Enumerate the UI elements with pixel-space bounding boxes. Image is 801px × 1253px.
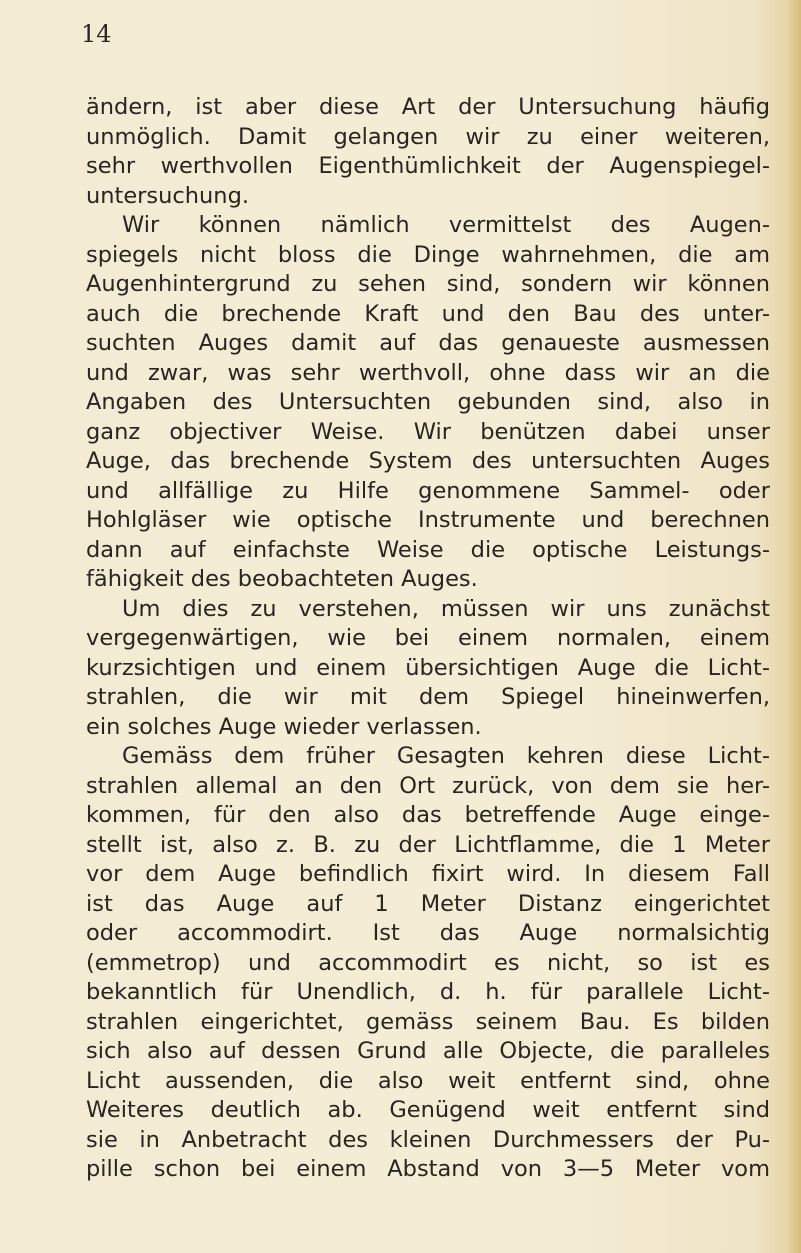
text-line: oder accommodirt. Ist das Auge normalsichtig: [86, 920, 770, 946]
text-line: Wir können nämlich vermittelst des Augen-: [122, 212, 770, 238]
text-line: vergegenwärtigen, wie bei einem normalen, einem: [86, 625, 770, 651]
text-line: Angaben des Untersuchten gebunden sind, also in: [86, 389, 770, 415]
text-line: strahlen allemal an den Ort zurück, von dem sie her-: [86, 772, 770, 799]
text-line: Weiteres deutlich ab. Genügend weit entfernt sind: [86, 1097, 770, 1123]
text-line: Hohlgläser wie optische Instrumente und berechnen: [86, 507, 770, 533]
text-line: fähigkeit des beobachteten Auges.: [86, 566, 478, 592]
text-line: ein solches Auge wieder verlassen.: [86, 713, 482, 740]
text-line: sich also auf dessen Grund alle Objecte, die paralleles: [86, 1038, 770, 1064]
text-line: pille schon bei einem Abstand von 3—5 Meter vom: [86, 1156, 770, 1182]
text-line: Licht aussenden, die also weit entfernt sind, ohne: [86, 1067, 770, 1094]
text-line: Auge, das brechende System des untersuchten Auges: [86, 448, 770, 474]
text-line: suchten Auges damit auf das genaueste ausmessen: [86, 330, 770, 356]
text-line: sie in Anbetracht des kleinen Durchmessers der Pu-: [86, 1126, 770, 1153]
text-line: auch die brechende Kraft und den Bau des unter-: [86, 300, 770, 327]
text-line: vor dem Auge befindlich fixirt wird. In diesem Fall: [86, 861, 770, 887]
body-text: [86, 93, 770, 1185]
page-number: 14: [81, 20, 112, 48]
text-line: spiegels nicht bloss die Dinge wahrnehmen, die am: [86, 241, 770, 268]
text-line: ist das Auge auf 1 Meter Distanz eingerichtet: [86, 890, 770, 917]
text-line: dann auf einfachste Weise die optische Leistungs-: [86, 536, 770, 563]
text-line: kurzsichtigen und einem übersichtigen Auge die Licht-: [86, 654, 770, 681]
text-line: und allfällige zu Hilfe genommene Sammel- oder: [86, 477, 770, 504]
text-line: untersuchung.: [86, 182, 250, 209]
text-line: ändern, ist aber diese Art der Untersuchung häufig: [86, 94, 770, 120]
text-line: sehr werthvollen Eigenthümlichkeit der Augenspiegel-: [86, 153, 770, 179]
text-line: unmöglich. Damit gelangen wir zu einer weiteren,: [86, 123, 770, 150]
text-line: strahlen, die wir mit dem Spiegel hineinwerfen,: [86, 684, 770, 710]
text-line: stellt ist, also z. B. zu der Lichtflamme, die 1 Meter: [86, 831, 770, 858]
text-line: (emmetrop) und accommodirt es nicht, so ist es: [86, 949, 770, 976]
text-line: Gemäss dem früher Gesagten kehren diese Licht-: [122, 743, 770, 769]
text-line: Um dies zu verstehen, müssen wir uns zunächst: [122, 595, 770, 622]
text-line: strahlen eingerichtet, gemäss seinem Bau. Es bilden: [86, 1008, 770, 1035]
page-gutter-shadow: [787, 0, 801, 1253]
text-line: bekanntlich für Unendlich, d. h. für parallele Licht-: [86, 979, 770, 1005]
text-line: kommen, für den also das betreffende Auge einge-: [86, 802, 770, 828]
text-line: Augenhintergrund zu sehen sind, sondern wir können: [86, 271, 770, 297]
text-line: ganz objectiver Weise. Wir benützen dabei unser: [86, 418, 770, 445]
text-line: und zwar, was sehr werthvoll, ohne dass wir an die: [86, 359, 770, 386]
